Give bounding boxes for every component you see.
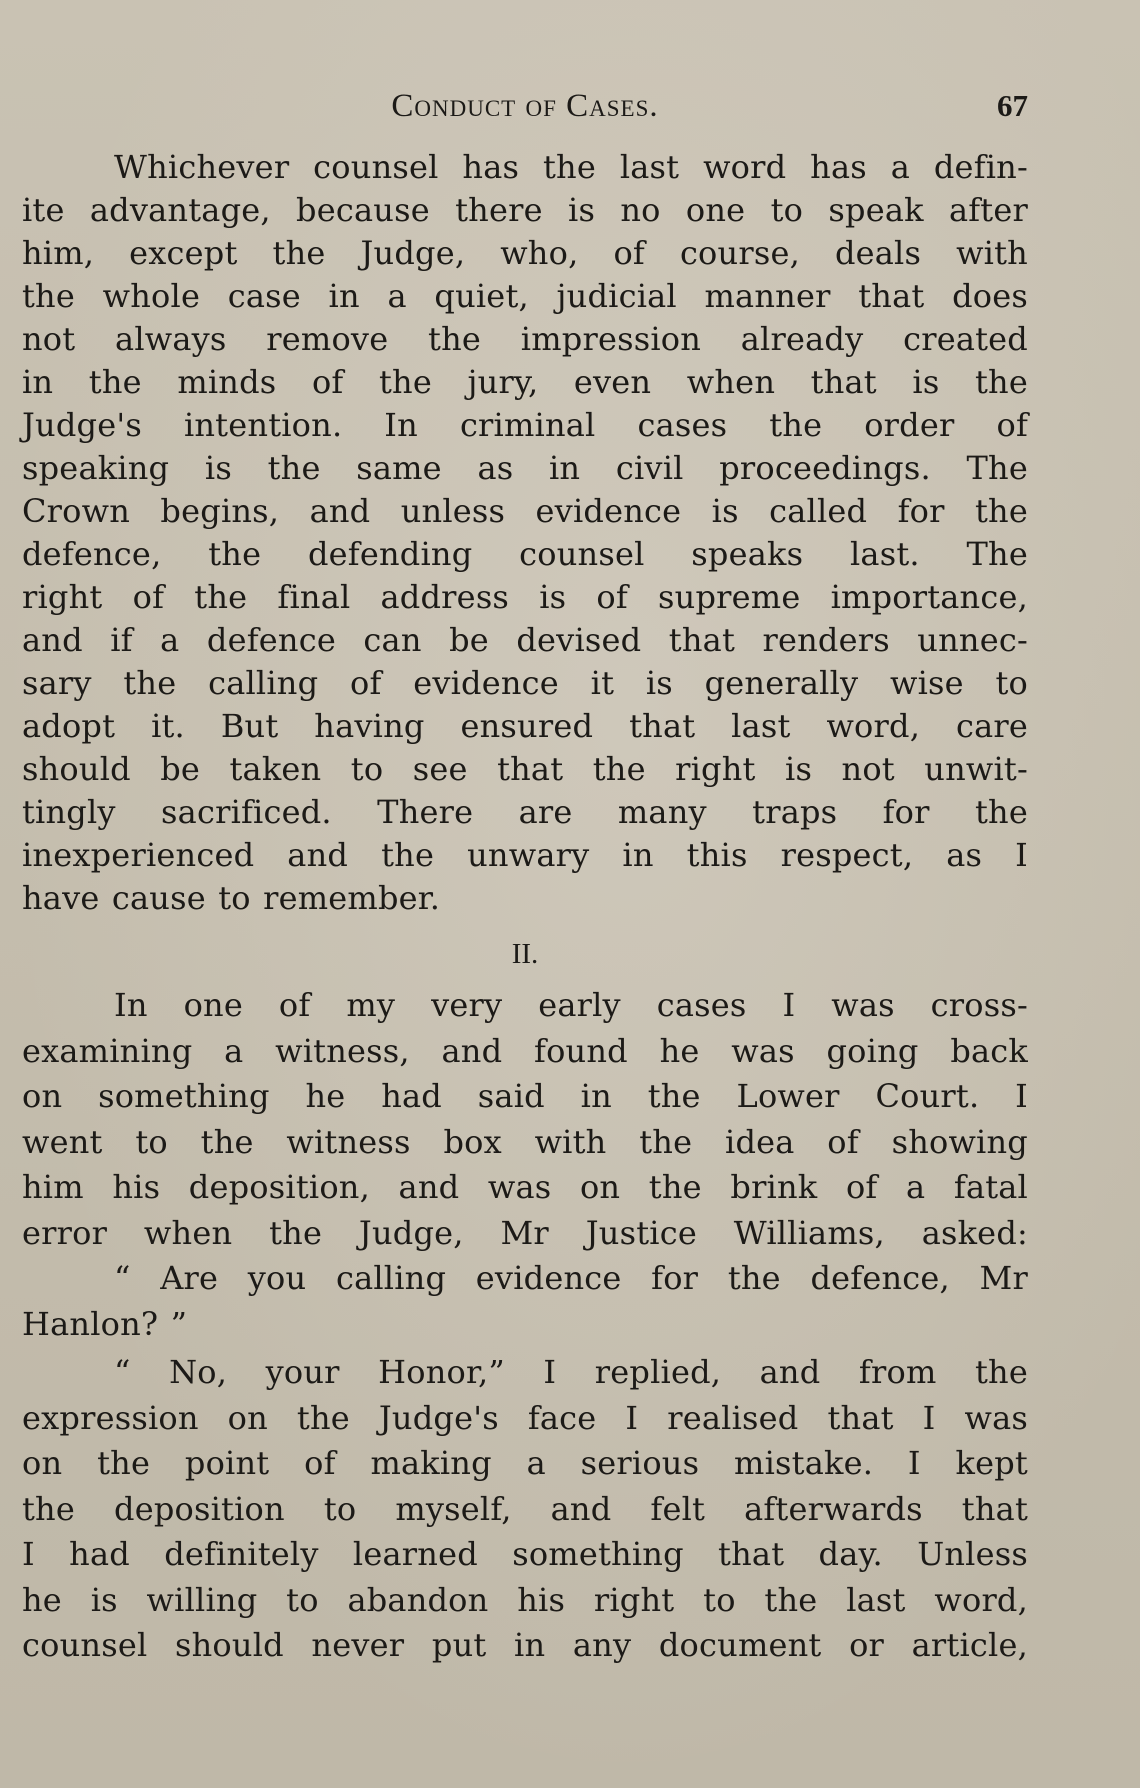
body-text <box>22 146 1028 1669</box>
text-line: on the point of making a serious mistake. I kept <box>22 1444 1028 1482</box>
text-line: counsel should never put in any document or article, <box>22 1626 1028 1664</box>
running-title: Conduct of Cases. <box>391 88 659 124</box>
text-line: speaking is the same as in civil proceedings. The <box>22 449 1028 487</box>
text-line: ite advantage, because there is no one to speak after <box>22 191 1028 229</box>
text-line: “ No, your Honor,” I replied, and from the <box>114 1353 1028 1391</box>
text-line: tingly sacrificed. There are many traps for the <box>22 793 1028 831</box>
text-line: right of the final address is of supreme importance, <box>22 578 1028 616</box>
text-line: have cause to remember. <box>22 879 441 917</box>
paragraph-reply <box>22 1350 1028 1669</box>
text-line: him his deposition, and was on the brink of a fatal <box>22 1168 1028 1206</box>
text-line: Whichever counsel has the last word has a defin- <box>114 148 1028 186</box>
text-line: the whole case in a quiet, judicial manner that does <box>22 277 1028 315</box>
running-head <box>22 88 1028 128</box>
text-line: and if a defence can be devised that renders unnec- <box>22 621 1028 659</box>
text-line: not always remove the impression already created <box>22 320 1028 358</box>
text-line: expression on the Judge's face I realised that I was <box>22 1398 1028 1437</box>
text-line: adopt it. But having ensured that last word, care <box>22 707 1028 745</box>
paragraph-judge-question <box>22 1256 1028 1347</box>
paragraphs-early-case <box>22 983 1028 1669</box>
page-number: 67 <box>997 88 1028 123</box>
text-line: the deposition to myself, and felt afterwards that <box>22 1489 1028 1528</box>
text-line: went to the witness box with the idea of showing <box>22 1122 1028 1161</box>
text-line: in the minds of the jury, even when that is the <box>22 363 1028 401</box>
text-line: on something he had said in the Lower Court. I <box>22 1077 1028 1115</box>
text-line: he is willing to abandon his right to the last word, <box>22 1580 1028 1619</box>
text-line: “ Are you calling evidence for the defence, Mr <box>114 1259 1028 1297</box>
text-line: him, except the Judge, who, of course, deals with <box>22 234 1028 272</box>
text-line: examining a witness, and found he was going back <box>22 1031 1028 1070</box>
text-line: sary the calling of evidence it is generally wise to <box>22 664 1028 702</box>
text-line: Judge's intention. In criminal cases the order of <box>22 406 1028 444</box>
paragraph-cross-examining <box>22 983 1028 1256</box>
section-numeral: II. <box>511 938 539 970</box>
text-line: Crown begins, and unless evidence is called for the <box>22 492 1028 530</box>
text-line: inexperienced and the unwary in this respect, as I <box>22 836 1028 874</box>
text-line: I had definitely learned something that day. Unless <box>22 1535 1028 1573</box>
text-line: In one of my very early cases I was cross- <box>114 986 1028 1024</box>
text-line: error when the Judge, Mr Justice Williams, asked: <box>22 1213 1028 1252</box>
text-line: defence, the defending counsel speaks last. The <box>22 535 1028 573</box>
text-line: should be taken to see that the right is not unwit- <box>22 750 1028 788</box>
paragraph-last-word-advantage <box>22 146 1028 920</box>
text-line: Hanlon? ” <box>22 1304 188 1343</box>
